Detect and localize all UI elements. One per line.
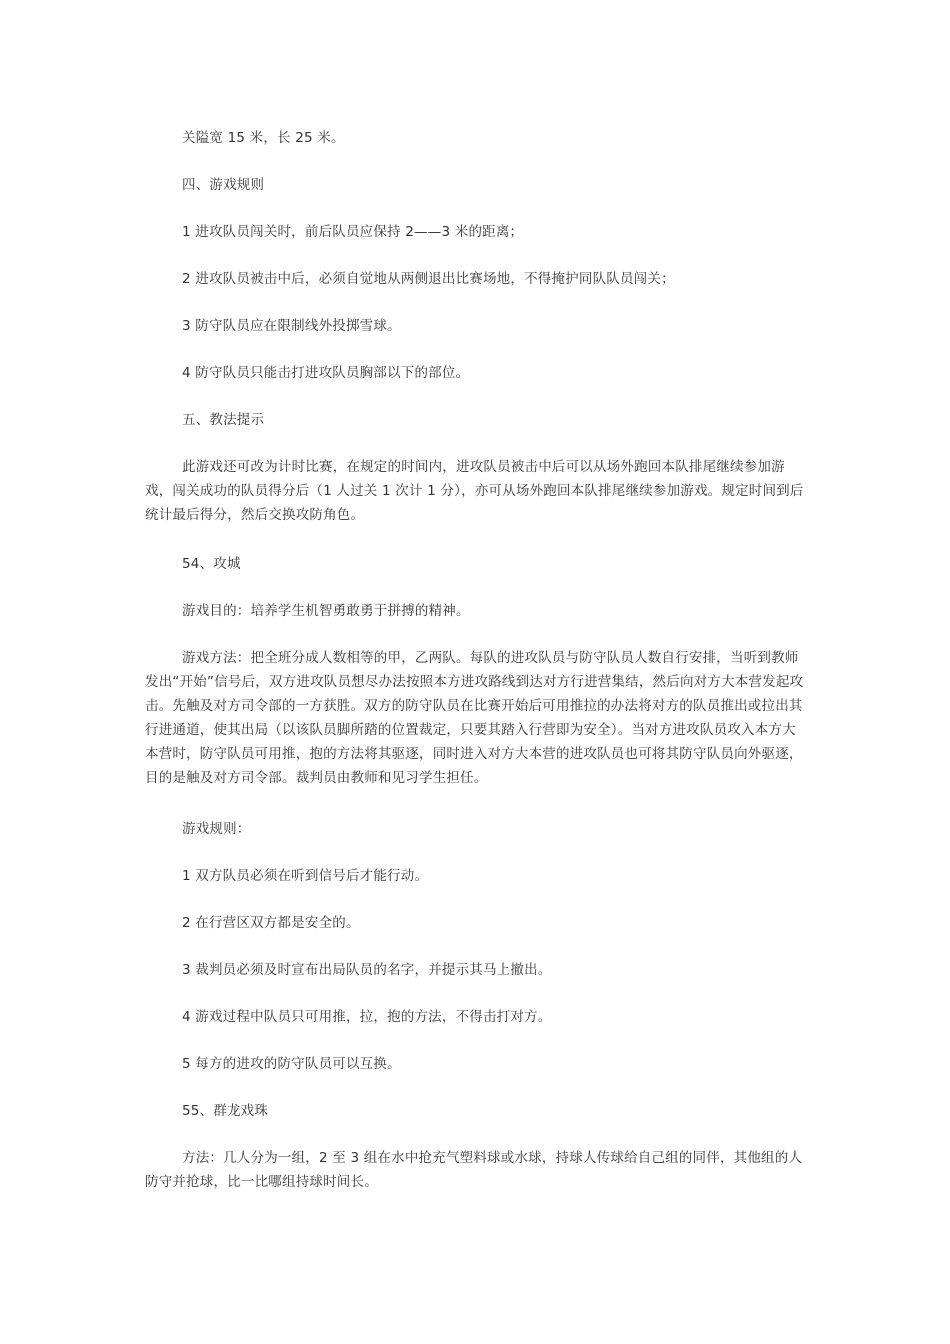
rule-item-2: 2 进攻队员被击中后，必须自觉地从两侧退出比赛场地，不得掩护同队队员闯关； bbox=[182, 271, 675, 287]
paragraph-siege-purpose: 游戏目的：培养学生机智勇敢勇于拼搏的精神。 bbox=[182, 603, 470, 619]
heading-siege-game: 54、攻城 bbox=[182, 556, 241, 572]
rule-item-4: 4 防守队员只能击打进攻队员胸部以下的部位。 bbox=[182, 365, 470, 381]
rule-item-1: 1 进攻队员闯关时，前后队员应保持 2——3 米的距离； bbox=[182, 224, 524, 240]
paragraph-teaching-tips: 此游戏还可改为计时比赛，在规定的时间内，进攻队员被击中后可以从场外跑回本队排尾继续参加游戏，闯关成功的队员得分后（1 人过关 1 次计 1 分），亦可从场外跑回本队排尾继续参加游戏。规定时间到后统计最后得分，然后交换攻防角色。 bbox=[145, 459, 804, 523]
siege-rule-1: 1 双方队员必须在听到信号后才能行动。 bbox=[182, 868, 429, 884]
siege-rule-4: 4 游戏过程中队员只可用推，拉，抱的方法，不得击打对方。 bbox=[182, 1009, 552, 1025]
siege-rule-5: 5 每方的进攻的防守队员可以互换。 bbox=[182, 1056, 401, 1072]
paragraph-dragons-method: 方法：几人分为一组，2 至 3 组在水中抢充气塑料球或水球，持球人传球给自己组的同伴，其他组的人防守并抢球，比一比哪组持球时间长。 bbox=[145, 1150, 803, 1190]
heading-dragons-play-ball: 55、群龙戏珠 bbox=[182, 1103, 269, 1119]
heading-siege-rules: 游戏规则： bbox=[182, 821, 251, 837]
siege-rule-2: 2 在行营区双方都是安全的。 bbox=[182, 915, 360, 931]
paragraph-pass-size: 关隘宽 15 米，长 25 米。 bbox=[182, 130, 345, 146]
paragraph-siege-method: 游戏方法：把全班分成人数相等的甲，乙两队。每队的进攻队员与防守队员人数自行安排，当听到教师发出“开始”信号后，双方进攻队员想尽办法按照本方进攻路线到达对方行进营集结，然后向对方大本营发起攻击。先触及对方司令部的一方获胜。双方的防守队员在比赛开始后可用推拉的办法将对方的队员推出或拉出其行进通道，使其出局（以该队员脚所踏的位置裁定，只要其踏入行营即为安全）。当对方进攻队员攻入本方大本营时，防守队员可用推，抱的方法将其驱逐，同时进入对方大本营的进攻队员也可将其防守队员向外驱逐，目的是触及对方司令部。裁判员由教师和见习学生担任。 bbox=[145, 650, 804, 786]
siege-rule-3: 3 裁判员必须及时宣布出局队员的名字，并提示其马上撤出。 bbox=[182, 962, 552, 978]
heading-game-rules: 四、游戏规则 bbox=[182, 177, 265, 193]
heading-teaching-tips: 五、教法提示 bbox=[182, 412, 265, 428]
rule-item-3: 3 防守队员应在限制线外投掷雪球。 bbox=[182, 318, 401, 334]
